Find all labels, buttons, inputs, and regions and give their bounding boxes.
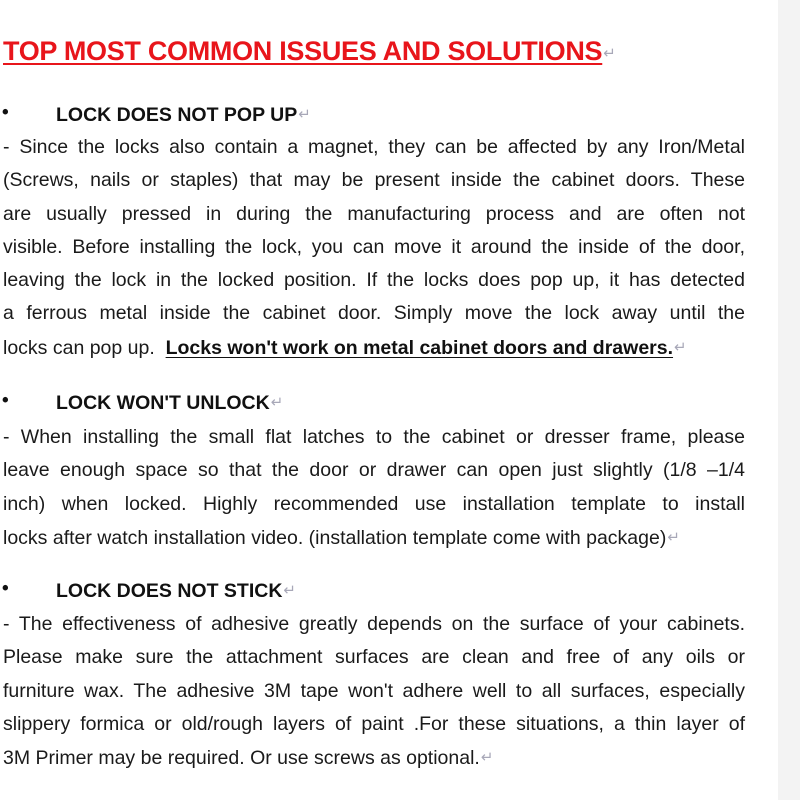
body-line: - The effectiveness of adhesive greatly depends on the surface of your cabinets. <box>3 613 745 635</box>
body-line-last: locks after watch installation video. (installation template come with package)↵ <box>3 521 745 554</box>
body-line: slippery formica or old/rough layers of paint .For these situations, a thin layer of <box>3 712 745 735</box>
body-line: leave enough space so that the door or drawer can open just slightly (1/8 –1/4 <box>3 459 745 482</box>
page-margin-strip <box>778 0 800 800</box>
section-body-pop-up <box>3 131 745 364</box>
paragraph-mark-icon: ↵ <box>667 528 680 546</box>
bullet-icon: • <box>2 102 9 123</box>
paragraph-mark-icon: ↵ <box>298 105 311 123</box>
bullet-icon: • <box>2 578 9 599</box>
paragraph-mark-icon: ↵ <box>270 393 284 411</box>
body-line: Please make sure the attachment surfaces are clean and free of any oils or <box>3 646 745 669</box>
section-heading-text: LOCK WON'T UNLOCK↵ <box>56 391 284 414</box>
section-heading-unlock <box>0 388 760 418</box>
paragraph-mark-icon: ↵ <box>674 338 687 356</box>
body-line: furniture wax. The adhesive 3M tape won't adhere well to all surfaces, especially <box>3 679 745 702</box>
section-heading-text: LOCK DOES NOT STICK↵ <box>56 579 296 602</box>
body-line: a ferrous metal inside the cabinet door. Simply move the lock away until the <box>3 302 745 325</box>
page-title-text: TOP MOST COMMON ISSUES AND SOLUTIONS <box>3 36 603 66</box>
body-line: (Screws, nails or staples) that may be present inside the cabinet doors. These <box>3 169 745 192</box>
section-heading-stick <box>0 576 760 606</box>
body-line: - Since the locks also contain a magnet, they can be affected by any Iron/Metal <box>3 136 745 158</box>
body-line: inch) when locked. Highly recommended use installation template to install <box>3 492 745 515</box>
section-body-unlock <box>3 421 745 554</box>
body-line: leaving the lock in the locked position. If the locks does pop up, it has detected <box>3 269 745 292</box>
body-line: - When installing the small flat latches to the cabinet or dresser frame, please <box>3 426 745 448</box>
body-line: visible. Before installing the lock, you can move it around the inside of the door, <box>3 235 745 258</box>
body-line-last: locks can pop up. Locks won't work on metal cabinet doors and drawers.↵ <box>3 331 745 364</box>
body-line: are usually pressed in during the manufacturing process and are often not <box>3 202 745 225</box>
paragraph-mark-icon: ↵ <box>603 45 616 62</box>
section-heading-text: LOCK DOES NOT POP UP↵ <box>56 103 311 126</box>
bullet-icon: • <box>2 390 9 411</box>
page-title <box>3 36 616 67</box>
section-body-stick <box>3 608 745 774</box>
section-heading-pop-up <box>0 100 760 130</box>
paragraph-mark-icon: ↵ <box>283 581 296 599</box>
paragraph-mark-icon: ↵ <box>480 749 494 767</box>
metal-warning-emphasis: Locks won't work on metal cabinet doors and drawers. <box>165 336 674 359</box>
body-line-last: 3M Primer may be required. Or use screws as optional.↵ <box>3 741 745 774</box>
